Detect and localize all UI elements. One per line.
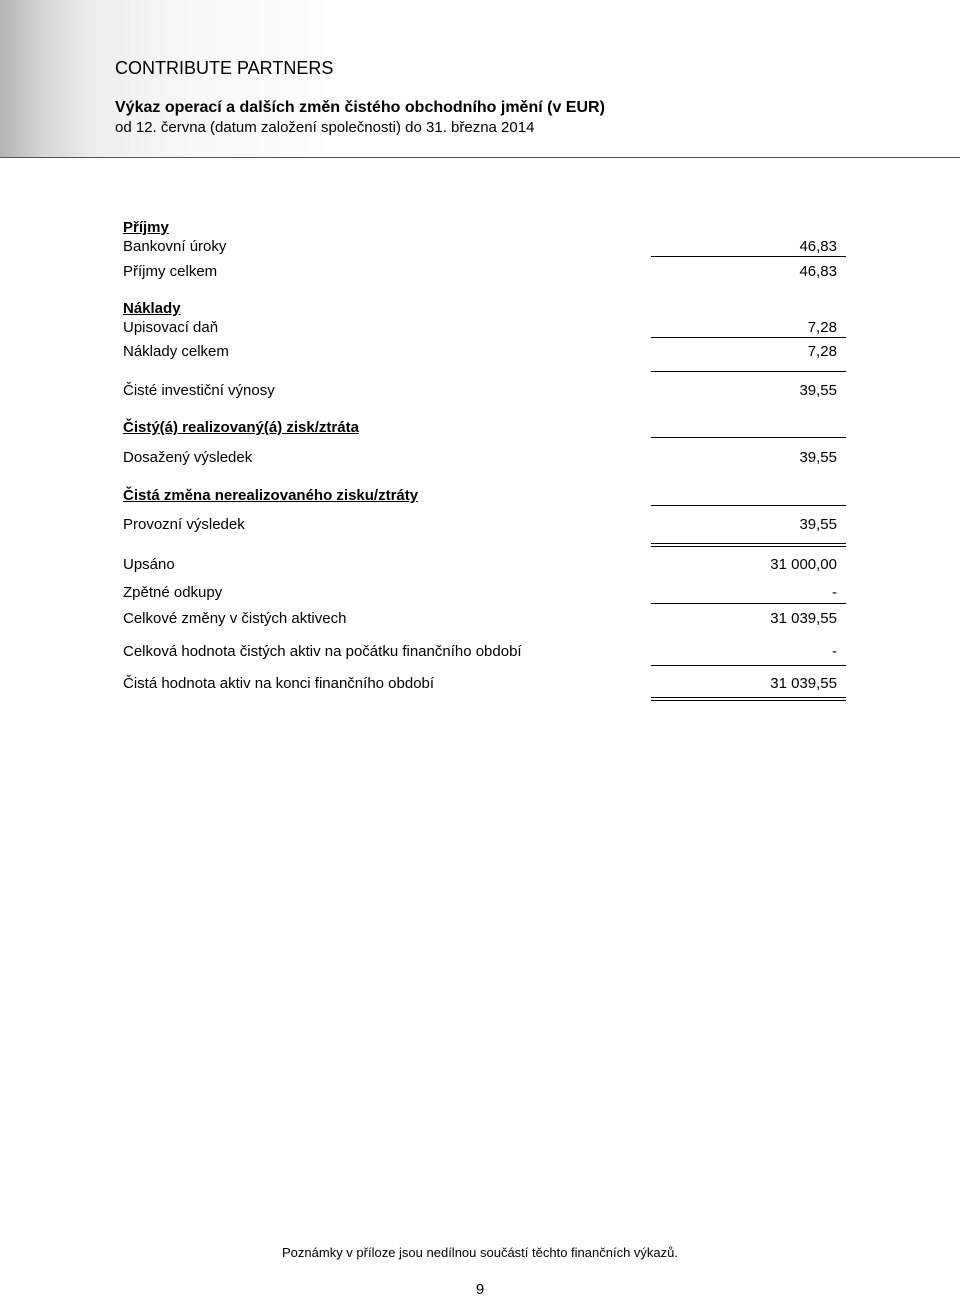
subtotal-rule [651,337,846,338]
row-label: Zpětné odkupy [123,584,223,601]
subtotal-rule [651,371,846,372]
subtotal-rule [651,505,846,506]
row-label: Celková hodnota čistých aktiv na počátku finančního období [123,643,522,660]
row-value: 39,55 [799,382,837,399]
row-value: 7,28 [807,319,837,336]
double-rule [651,697,846,701]
row-net-investment-income [123,381,845,401]
row-value: 31 039,55 [770,675,837,692]
row-bank-interest [123,237,845,257]
row-value: - [832,643,837,660]
realized-section [123,418,845,438]
subtotal-rule [651,437,846,438]
unrealized-heading: Čistá změna nerealizovaného zisku/ztráty [123,487,419,504]
row-value: 39,55 [799,516,837,533]
row-label: Celkové změny v čistých aktivech [123,610,347,627]
row-value: 31 000,00 [770,556,837,573]
row-label: Provozní výsledek [123,516,245,533]
statement-title: Výkaz operací a dalších změn čistého obchodního jmění (v EUR) [115,99,605,116]
subtotal-rule [651,603,846,604]
row-income-total [123,262,845,282]
income-section [123,218,845,238]
row-value: 39,55 [799,449,837,466]
row-subscription-tax [123,318,845,338]
row-label: Čisté investiční výnosy [123,382,275,399]
row-costs-total [123,342,845,362]
footer-note: Poznámky v příloze jsou nedílnou součástí těchto finančních výkazů. [282,1245,678,1260]
row-subscribed [123,555,845,575]
row-achieved-result [123,448,845,468]
row-label: Bankovní úroky [123,238,227,255]
realized-heading: Čistý(á) realizovaný(á) zisk/ztráta [123,419,359,436]
costs-section [123,299,845,319]
unrealized-section [123,486,845,506]
row-redemptions [123,583,845,603]
row-value: 46,83 [799,238,837,255]
income-heading: Příjmy [123,219,169,236]
row-label: Příjmy celkem [123,263,218,280]
row-value: 46,83 [799,263,837,280]
row-label: Čistá hodnota aktiv na konci finančního období [123,675,435,692]
row-value: 7,28 [807,343,837,360]
row-value: 31 039,55 [770,610,837,627]
header-divider [0,157,960,158]
company-name: CONTRIBUTE PARTNERS [115,58,334,78]
row-value: - [832,584,837,601]
row-label: Dosažený výsledek [123,449,253,466]
double-rule [651,543,846,547]
row-label: Upisovací daň [123,319,219,336]
row-opening-nav [123,642,845,662]
row-label: Náklady celkem [123,343,229,360]
row-total-changes [123,609,845,629]
subtotal-rule [651,256,846,257]
statement-period: od 12. června (datum založení společnosti) do 31. března 2014 [115,119,535,136]
subtotal-rule [651,665,846,666]
row-closing-nav [123,674,845,694]
row-operating-result [123,515,845,535]
page-number: 9 [475,1281,485,1298]
costs-heading: Náklady [123,300,181,317]
row-label: Upsáno [123,556,175,573]
